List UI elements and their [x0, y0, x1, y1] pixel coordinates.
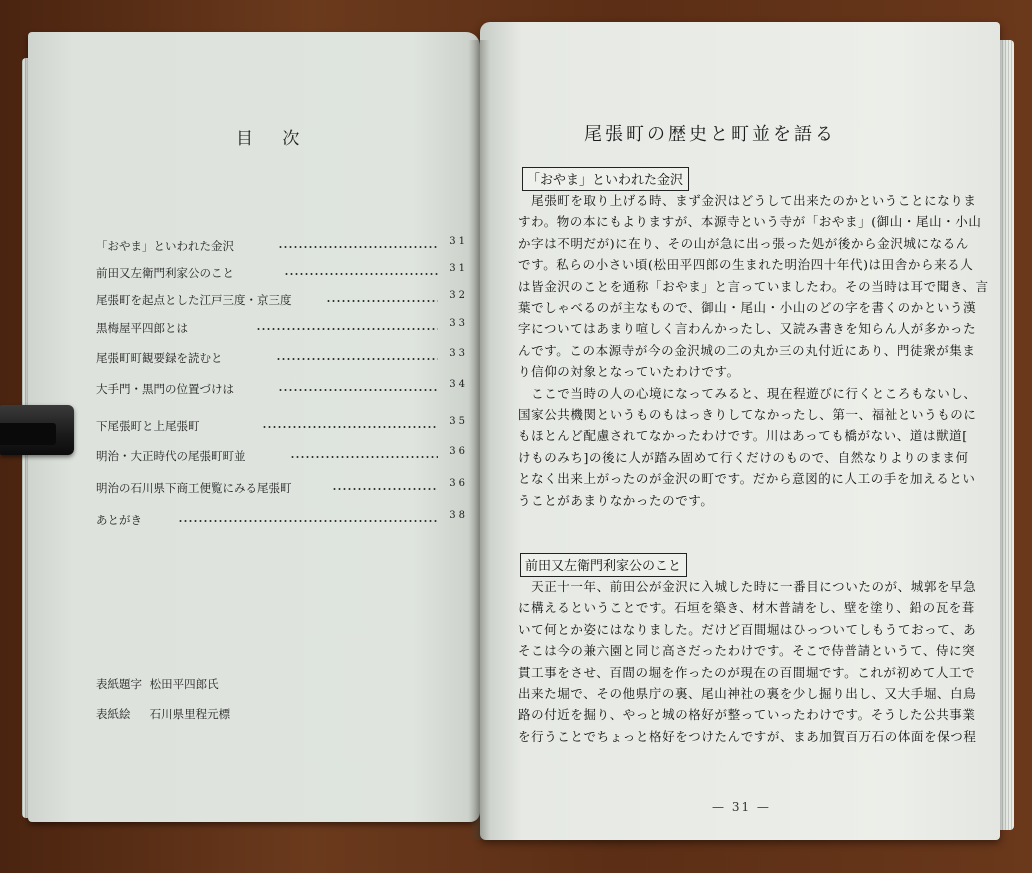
text-line: です。私らの小さい頃(松田平四郎の生まれた明治四十年代)は田舎から来る人: [518, 257, 974, 273]
toc-leader-dots: [256, 328, 438, 330]
toc-item: [96, 512, 468, 530]
text-line: 葉でしゃべるのが主なもので、御山・尾山・小山のどの字を書くのかという漢: [518, 300, 977, 316]
toc-item-page: 31: [449, 263, 468, 274]
credit-value: 石川県里程元標: [149, 707, 231, 721]
section-body-oyama: [518, 190, 989, 511]
text-line: いて何とか姿にはなりました。だけど百間堀はひっついてしもうておって、あ: [518, 621, 977, 637]
text-line: か字は不明だが)に在り、その山が急に出っ張った処が後から金沢城になるん: [518, 235, 969, 251]
text-line: 字についてはあまり喧しく言わんかったし、又読み書きを知らん人が多かった: [518, 321, 977, 337]
text-line: ここで当時の人の心境になってみると、現在程遊びに行くところもないし、: [518, 385, 977, 401]
text-line: もほとんど配慮されてなかったわけです。川はあっても橋がない、道は獣道[: [518, 428, 968, 444]
credit-value: 松田平四郎氏: [149, 677, 219, 691]
toc-leader-dots: [326, 300, 438, 302]
text-line: けものみち]の後に人が踏み固めて行くだけのもので、自然なりよりのまま何: [518, 449, 969, 465]
text-line: り信仰の対象となっていたわけです。: [518, 364, 740, 380]
text-line: 貫工事をさせ、百間の堀を作ったのが現在の百間堀です。これが初めて人工で: [518, 664, 976, 680]
toc-item-title: 明治・大正時代の尾張町町並: [96, 449, 246, 463]
text-line: 国家公共機関というものもはっきりしてなかったし、第一、福祉というものに: [518, 407, 977, 423]
toc-item-page: 31: [449, 236, 468, 247]
toc-item: [96, 381, 468, 399]
toc-item-page: 33: [449, 348, 468, 359]
toc-leader-dots: [332, 488, 438, 490]
toc-item: [96, 320, 468, 338]
article-title: 尾張町の歴史と町並を語る: [584, 124, 836, 145]
toc-item: [96, 265, 468, 283]
text-line: を行うことでちょっと格好をつけたんですが、まあ加賀百万石の体面を保つ程: [518, 728, 977, 744]
toc-item: [96, 480, 468, 498]
toc-item-page: 35: [449, 416, 468, 427]
credit-label: 表紙絵: [96, 707, 131, 721]
toc-item-title: 「おやま」といわれた金沢: [96, 239, 234, 253]
toc-leader-dots: [262, 426, 438, 428]
toc-leader-dots: [284, 273, 438, 275]
text-line: んです。この本源寺が今の金沢城の二の丸か三の丸付近にあり、門徒衆が集ま: [518, 342, 976, 358]
toc-leader-dots: [278, 389, 438, 391]
toc-item-page: 36: [449, 446, 468, 457]
text-line: うことがあまりなかったのです。: [518, 492, 714, 508]
text-line: そこは今の兼六園と同じ高さだったわけです。そこで侍普請というて、侍に突: [518, 643, 976, 659]
toc-title: 目 次: [236, 129, 312, 149]
toc-item-title: 尾張町を起点とした江戸三度・京三度: [96, 293, 292, 307]
text-line: 尾張町を取り上げる時、まず金沢はどうして出来たのかということになりま: [518, 193, 977, 208]
section-heading-maeda: 前田又左衛門利家公のこと: [520, 553, 687, 577]
toc-item: [96, 350, 468, 368]
toc-item: [96, 418, 468, 436]
text-line: は皆金沢のことを通称「おやま」と言っていましたわ。その当時は耳で聞き、言: [518, 278, 989, 294]
credit-cover-art: [96, 706, 230, 722]
toc-item-page: 32: [449, 290, 468, 301]
toc-item-title: 前田又左衛門利家公のこと: [96, 266, 234, 280]
credit-label: 表紙題字: [96, 677, 142, 691]
toc-item-title: 大手門・黒門の位置づけは: [96, 382, 234, 396]
section-body-maeda: [518, 576, 977, 747]
toc-item-title: 尾張町町観要録を読むと: [96, 351, 223, 365]
toc-item-title: 黒梅屋平四郎とは: [96, 321, 188, 335]
toc-item-page: 33: [449, 318, 468, 329]
bookmark-clip: [0, 405, 74, 455]
text-line: すわ。物の本にもよりますが、本源寺という寺が「おやま」(御山・尾山・小山: [518, 214, 982, 230]
text-line: となく出来上がったのが金沢の町です。だから意図的に人工の手を加えるとい: [518, 471, 976, 487]
toc-item: [96, 448, 468, 466]
section-heading-oyama: 「おやま」といわれた金沢: [522, 167, 689, 191]
toc-leader-dots: [276, 358, 438, 360]
toc-item-page: 38: [449, 510, 468, 521]
page-number: — 31 —: [712, 800, 771, 814]
toc-item-title: 明治の石川県下商工便覧にみる尾張町: [96, 481, 292, 495]
text-line: 天正十一年、前田公が金沢に入城した時に一番目についたのが、城郭を早急: [518, 579, 977, 594]
toc-leader-dots: [290, 456, 438, 458]
toc-item-title: 下尾張町と上尾張町: [96, 419, 200, 433]
text-line: 路の付近を掘り、やっと城の格好が整っていったわけです。そうした公共事業: [518, 707, 976, 723]
toc-leader-dots: [178, 520, 438, 522]
book-spine: [468, 40, 490, 840]
toc-item: [96, 238, 468, 256]
toc-item: [96, 292, 468, 310]
toc-leader-dots: [278, 246, 438, 248]
text-line: 出来た堀で、その他県庁の裏、尾山神社の裏を少し掘り出し、又大手堀、白鳥: [518, 686, 977, 702]
toc-item-page: 34: [449, 379, 468, 390]
toc-item-page: 36: [449, 478, 468, 489]
text-line: に構えるということです。石垣を築き、材木普請をし、壁を塗り、鉛の瓦を葺: [518, 600, 976, 616]
toc-item-title: あとがき: [96, 513, 142, 527]
credit-cover-title: [96, 676, 219, 692]
